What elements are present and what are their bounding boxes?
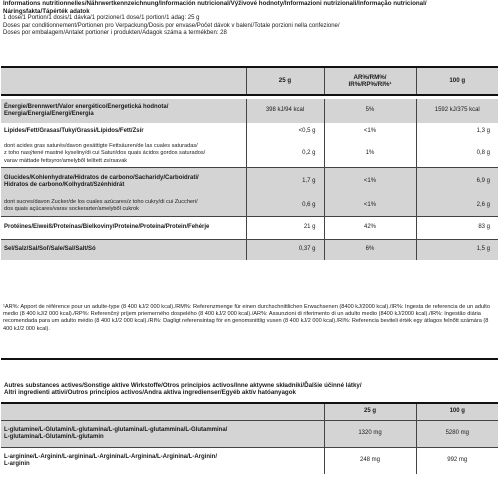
fat-label: Lipides/Fett/Grasas/Tuky/Grassi/Lípidos/Fett/Zsír bbox=[4, 128, 144, 135]
fat-100g: 1,3 g bbox=[416, 123, 498, 141]
saturates-ar: 1% bbox=[324, 141, 416, 168]
arginine-label: L-arginine/L-Arginin/L-arginina/L-Arginína/L-Arginina/L-Arginina/L-Arginin/ L-arginin bbox=[4, 453, 217, 467]
table-row-arginine bbox=[1, 448, 498, 475]
protein-25g: 21 g bbox=[246, 217, 324, 240]
saturates-25g: 0,2 g bbox=[246, 141, 324, 168]
serving-size: 1 dose/1 Portion/1 dosis/1 dávka/1 porzione/1 dose/1 portion/1 adag: 25 g bbox=[3, 15, 200, 22]
nutrition-table-header bbox=[1, 67, 498, 95]
nutrition-title: Informations nutritionnelles/Nährwertkennzeichnung/Información nutricional/Výživové hodnoty/Informazioni nutrizionali/Informação nutricional/ bbox=[3, 0, 427, 7]
energy-ar: 5% bbox=[324, 99, 416, 123]
carbohydrate-25g: 1,7 g bbox=[246, 168, 324, 197]
active-substances-column-header bbox=[1, 403, 498, 421]
active-substances-title: Autres substances actives/Sonstige aktive Wirkstoffe/Otros principios activos/Inne aktywne składniki/Ďalšie účinné látky/ bbox=[4, 381, 362, 389]
carbohydrate-100g: 6,9 g bbox=[416, 168, 498, 197]
nutrition-title-continued: Náringsfakta/Tápérték adatok bbox=[3, 7, 90, 15]
glutamine-100g: 5280 mg bbox=[416, 421, 498, 448]
table-row-carbohydrate bbox=[1, 168, 498, 197]
active-substances-header bbox=[1, 376, 498, 403]
servings-per-pack: Doses par conditionnement/Portionen pro Verpackung/Dosis por envase/Počet dávok v balení/Totale porzioni nella confezione/ bbox=[3, 22, 340, 29]
salt-100g: 1,5 g bbox=[416, 240, 498, 261]
table-row-salt bbox=[1, 240, 498, 261]
glutamine-25g: 1320 mg bbox=[324, 421, 416, 448]
salt-label: Sel/Salz/Sal/Soľ/Sale/Sal/Salt/Só bbox=[1, 240, 246, 261]
protein-label: Protéines/Eiweiß/Proteínas/Bielkoviny/Proteine/Proteína/Protein/Fehérje bbox=[1, 217, 246, 240]
energy-25g: 398 kJ/94 kcal bbox=[246, 99, 324, 123]
glutamine-label: L-glutamine/L-Glutamin/L-glutamina/L-glutamina/L-glutammina/L-Glutammina/ L-glutamina/L-Glutamin/L-glutamin bbox=[1, 421, 324, 448]
arginine-25g: 248 mg bbox=[324, 448, 416, 475]
energy-100g: 1592 kJ/375 kcal bbox=[416, 99, 498, 123]
table-row-protein bbox=[1, 217, 498, 240]
salt-ar: 6% bbox=[324, 240, 416, 261]
energy-label: Énergie/Brennwert/Valor energético/Energetická hodnota/ Energia/Energia/Energi/Energia bbox=[1, 99, 246, 123]
sugars-100g: 2,6 g bbox=[416, 196, 498, 217]
nutrition-header bbox=[3, 0, 497, 38]
salt-25g: 0,37 g bbox=[246, 240, 324, 261]
header-100g: 100 g bbox=[416, 67, 498, 95]
carbohydrate-label: Glucides/Kohlenhydrate/Hidratos de carbono/Sacharidy/Carboidrati/ Hidratos de carbono/Kolhydrat/Szénhidrát bbox=[1, 168, 246, 197]
table-row-energy bbox=[1, 99, 498, 123]
active-header-100g: 100 g bbox=[416, 403, 498, 421]
sugars-label: dont sucres/davon Zucker/de los cuales azúcares/z toho cukry/di cui Zuccheri/ dos quais açúcares/varav sockerarter/amelyből cukrok bbox=[1, 196, 246, 217]
fat-25g: <0,5 g bbox=[246, 123, 324, 141]
protein-100g: 83 g bbox=[416, 217, 498, 240]
saturates-label: dont acides gras saturés/davon gesättigte Fettsäuren/de las cuales saturadas/ z toho nasýtené mastné kyseliny/di cui Saturi/dos quais ácidos gordos saturados/ varav mättade fettsyror/amelyből telített zsírsavak bbox=[1, 141, 246, 168]
carbohydrate-ar: <1% bbox=[324, 168, 416, 197]
fat-ar: <1% bbox=[324, 123, 416, 141]
table-row-saturates bbox=[1, 141, 498, 168]
header-reference-intake: AR%/RM%/ IR%/RP%/RI%¹ bbox=[324, 67, 416, 95]
servings-per-pack-continued: Doses por embalagem/Antalet portioner i produkten/Adagok száma a termékben: 28 bbox=[3, 30, 227, 37]
saturates-100g: 0,8 g bbox=[416, 141, 498, 168]
protein-ar: 42% bbox=[324, 217, 416, 240]
active-substances-title-continued: Altri ingredienti attivi/Outros princípios activos/Andra aktiva ingredienser/Egyéb aktív hatóanyagok bbox=[4, 389, 296, 396]
reference-intake-footnote: ¹AR%: Apport de référence pour un adulte-type (8 400 kJ/2 000 kcal)./RM%: Referenzmenge für einen durchschnittlichen Erwachsenen (8400 kJ/2000 kcal)./IR%: Ingesta de referencia de un adulto medio (8 400 kJ/2 000 kcal)./RP%: Referenčný príjem priemerného dospelého (8 400 kJ/2 000 kcal)./AR%: Assunzioni di riferimento di un adulto medio (8400 kJ/2000 kcal)./IR%: Ingestão diária recomendada para um adulto médio (8 400 kJ/2 000 kcal)./RI%: Dagligt referensintag för en genomsnittlig vuxen (8 400 kJ/2 000 kcal)./RI%: Referencia beviteli érték egy átlagos felnőtt számára (8 400 kJ/2 000 kcal). bbox=[3, 304, 490, 332]
table-row-glutamine bbox=[1, 421, 498, 448]
section-divider bbox=[1, 358, 498, 360]
table-row-fat bbox=[1, 123, 498, 141]
sugars-ar: <1% bbox=[324, 196, 416, 217]
active-substances-table bbox=[1, 376, 498, 474]
nutrition-table bbox=[1, 66, 498, 260]
header-25g: 25 g bbox=[246, 67, 324, 95]
arginine-100g: 992 mg bbox=[416, 448, 498, 475]
active-header-25g: 25 g bbox=[324, 403, 416, 421]
table-row-sugars bbox=[1, 196, 498, 217]
sugars-25g: 0,6 g bbox=[246, 196, 324, 217]
